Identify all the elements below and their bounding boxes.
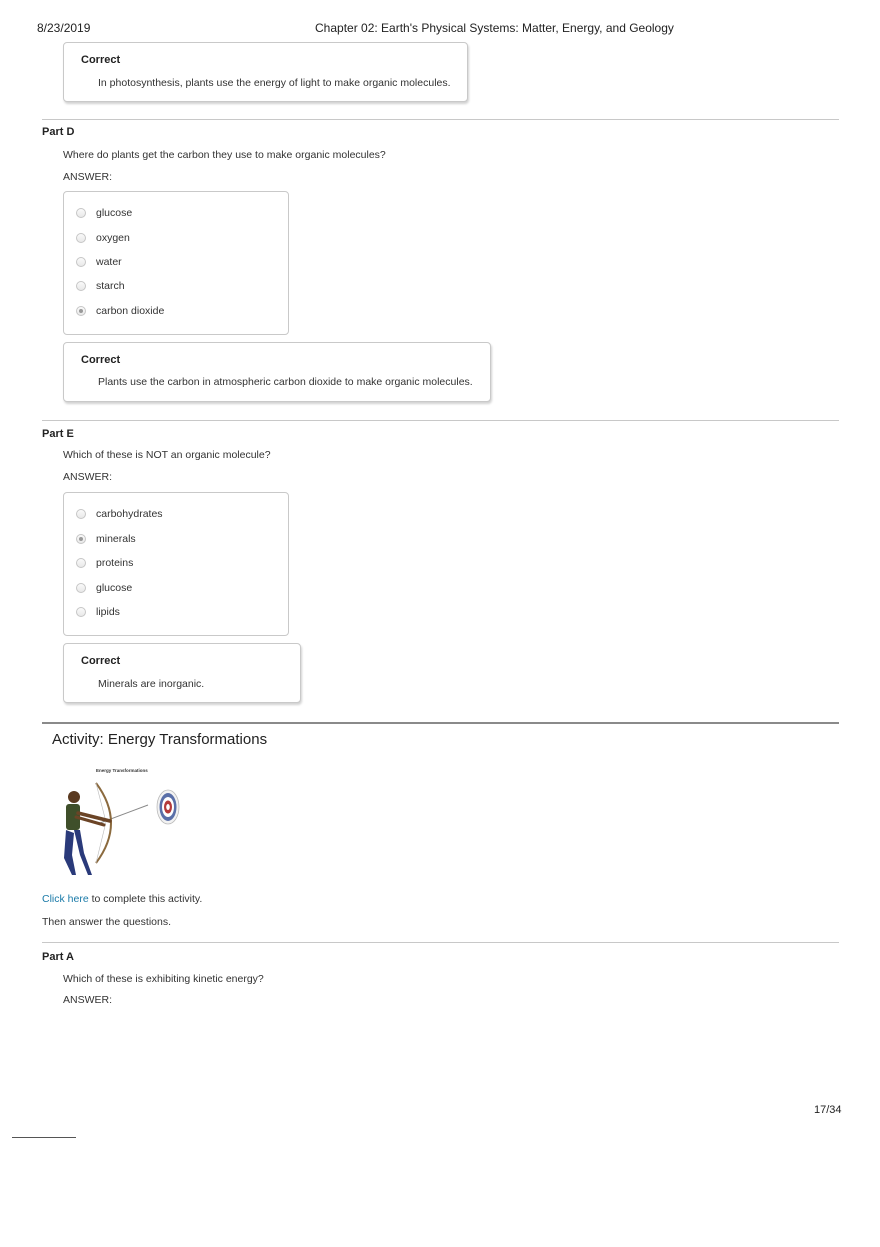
part-e-question: Which of these is NOT an organic molecule?: [63, 449, 271, 461]
activity-title: Activity: Energy Transformations: [52, 731, 268, 748]
radio-button[interactable]: [76, 233, 86, 243]
activity-link-suffix: to complete this activity.: [88, 893, 203, 905]
activity-link[interactable]: Click here: [42, 893, 89, 905]
thumbnail-caption: Energy Transformations: [96, 768, 148, 773]
part-e-option-glucose[interactable]: [76, 580, 132, 596]
feedback-title: Correct: [81, 54, 121, 66]
part-e-answer-label: ANSWER:: [63, 471, 113, 483]
section-divider: [42, 722, 839, 724]
feedback-title: Correct: [81, 354, 121, 366]
radio-button[interactable]: [76, 607, 86, 617]
part-a-answer-label: ANSWER:: [63, 994, 113, 1006]
option-label: starch: [96, 280, 125, 292]
activity-instruction: [42, 893, 202, 905]
radio-button-selected[interactable]: [76, 534, 86, 544]
radio-button[interactable]: [76, 257, 86, 267]
option-label: glucose: [96, 582, 133, 594]
feedback-text: In photosynthesis, plants use the energy of light to make organic molecules.: [98, 77, 451, 89]
part-d-option-starch[interactable]: [76, 278, 125, 294]
part-d-option-water[interactable]: [76, 254, 122, 270]
option-label: proteins: [96, 557, 134, 569]
feedback-title: Correct: [81, 655, 121, 667]
part-d-question: Where do plants get the carbon they use to make organic molecules?: [63, 149, 386, 161]
radio-button[interactable]: [76, 558, 86, 568]
part-e-option-minerals[interactable]: [76, 531, 136, 547]
part-e-option-carbohydrates[interactable]: [76, 506, 163, 522]
part-e-option-lipids[interactable]: [76, 604, 120, 620]
feedback-box-part-e: [63, 643, 301, 703]
page-header-title: Chapter 02: Earth's Physical Systems: Matter, Energy, and Geology: [315, 21, 674, 35]
radio-button[interactable]: [76, 281, 86, 291]
activity-thumbnail[interactable]: [60, 763, 198, 878]
radio-button[interactable]: [76, 583, 86, 593]
option-label: carbohydrates: [96, 508, 163, 520]
part-a-question: Which of these is exhibiting kinetic energy?: [63, 973, 264, 985]
feedback-text: Plants use the carbon in atmospheric carbon dioxide to make organic molecules.: [98, 376, 473, 388]
radio-button[interactable]: [76, 509, 86, 519]
activity-then-text: Then answer the questions.: [42, 916, 171, 928]
part-e-label: Part E: [42, 428, 74, 440]
option-label: water: [96, 256, 122, 268]
footer-artifact-line: [12, 1137, 76, 1138]
archer-illustration-icon: [60, 763, 198, 878]
option-label: glucose: [96, 207, 133, 219]
part-d-answer-label: ANSWER:: [63, 171, 113, 183]
feedback-box-part-d: [63, 342, 491, 402]
feedback-text: Minerals are inorganic.: [98, 678, 205, 690]
part-d-answer-box: [63, 191, 289, 335]
print-date: 8/23/2019: [37, 21, 91, 35]
radio-button-selected[interactable]: [76, 306, 86, 316]
radio-button[interactable]: [76, 208, 86, 218]
divider: [42, 420, 839, 421]
part-d-label: Part D: [42, 126, 75, 138]
divider: [42, 119, 839, 120]
divider: [42, 942, 839, 943]
option-label: lipids: [96, 606, 120, 618]
part-d-option-oxygen[interactable]: [76, 230, 130, 246]
part-d-option-glucose[interactable]: [76, 205, 132, 221]
feedback-box-part-c: [63, 42, 468, 102]
page-number: 17/34: [814, 1104, 842, 1116]
part-d-option-carbon-dioxide[interactable]: [76, 303, 164, 319]
option-label: carbon dioxide: [96, 305, 165, 317]
part-a-label: Part A: [42, 951, 74, 963]
part-e-option-proteins[interactable]: [76, 555, 133, 571]
option-label: oxygen: [96, 232, 130, 244]
part-e-answer-box: [63, 492, 289, 636]
option-label: minerals: [96, 533, 136, 545]
